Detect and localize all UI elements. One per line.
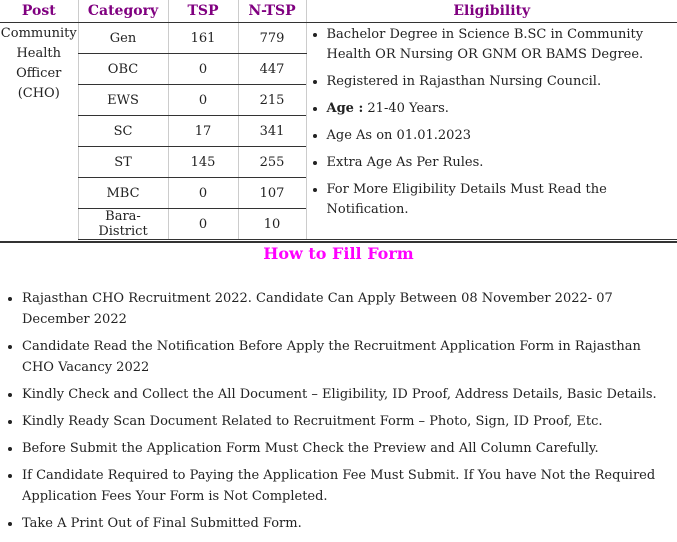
category-cell: Gen [78, 23, 168, 54]
step-item: • Take A Print Out of Final Submitted Form. [22, 513, 672, 534]
how-to-steps-list [0, 288, 672, 540]
category-cell: Bara- District [78, 209, 168, 240]
step-item: • Candidate Read the Notification Before Apply the Recruitment Application Form in Rajasthan CHO Vacancy 2022 [22, 336, 672, 378]
table-bottom-divider [0, 241, 677, 243]
tsp-cell: 17 [168, 116, 238, 147]
step-item: • Rajasthan CHO Recruitment 2022. Candidate Can Apply Between 08 November 2022- 07 December 2022 [22, 288, 672, 330]
how-to-fill-form-heading: How to Fill Form [263, 244, 414, 263]
step-item: • If Candidate Required to Paying the Application Fee Must Submit. If You have Not the Required Application Fees Your Form is Not Completed. [22, 465, 672, 507]
eligibility-item: • Bachelor Degree in Science B.SC in Community Health OR Nursing OR GNM OR BAMS Degree. [327, 25, 677, 65]
age-label: Age : [326, 101, 364, 116]
step-item: • Before Submit the Application Form Must Check the Preview and All Column Carefully. [22, 438, 672, 459]
vacancy-table [0, 0, 677, 240]
category-cell: OBC [78, 54, 168, 85]
tsp-cell: 145 [168, 147, 238, 178]
header-post: Post [0, 0, 78, 23]
header-category: Category [78, 0, 168, 23]
category-cell: EWS [78, 85, 168, 116]
eligibility-item: • Extra Age As Per Rules. [327, 153, 677, 173]
eligibility-list [307, 23, 677, 220]
ntsp-cell: 341 [238, 116, 306, 147]
eligibility-item [327, 99, 677, 119]
header-tsp: TSP [168, 0, 238, 23]
post-name: Community Health Officer (CHO) [0, 26, 77, 101]
eligibility-cell [306, 23, 677, 240]
eligibility-item: • Registered in Rajasthan Nursing Council. [327, 72, 677, 92]
step-item: • Kindly Ready Scan Document Related to Recruitment Form – Photo, Sign, ID Proof, Etc. [22, 411, 672, 432]
ntsp-cell: 215 [238, 85, 306, 116]
tsp-cell: 0 [168, 54, 238, 85]
tsp-cell: 0 [168, 178, 238, 209]
ntsp-cell: 779 [238, 23, 306, 54]
tsp-cell: 161 [168, 23, 238, 54]
tsp-cell: 0 [168, 209, 238, 240]
category-cell: MBC [78, 178, 168, 209]
eligibility-item: • Age As on 01.01.2023 [327, 126, 677, 146]
eligibility-item: • For More Eligibility Details Must Read the Notification. [327, 180, 677, 220]
age-value: 21-40 Years. [363, 101, 449, 116]
table-header-row [0, 0, 677, 23]
step-item: • Kindly Check and Collect the All Document – Eligibility, ID Proof, Address Details, Basic Details. [22, 384, 672, 405]
header-eligibility: Eligibility [306, 0, 677, 23]
ntsp-cell: 10 [238, 209, 306, 240]
category-cell: ST [78, 147, 168, 178]
category-cell: SC [78, 116, 168, 147]
header-ntsp: N-TSP [238, 0, 306, 23]
ntsp-cell: 107 [238, 178, 306, 209]
ntsp-cell: 447 [238, 54, 306, 85]
tsp-cell: 0 [168, 85, 238, 116]
table-row [0, 23, 677, 54]
ntsp-cell: 255 [238, 147, 306, 178]
